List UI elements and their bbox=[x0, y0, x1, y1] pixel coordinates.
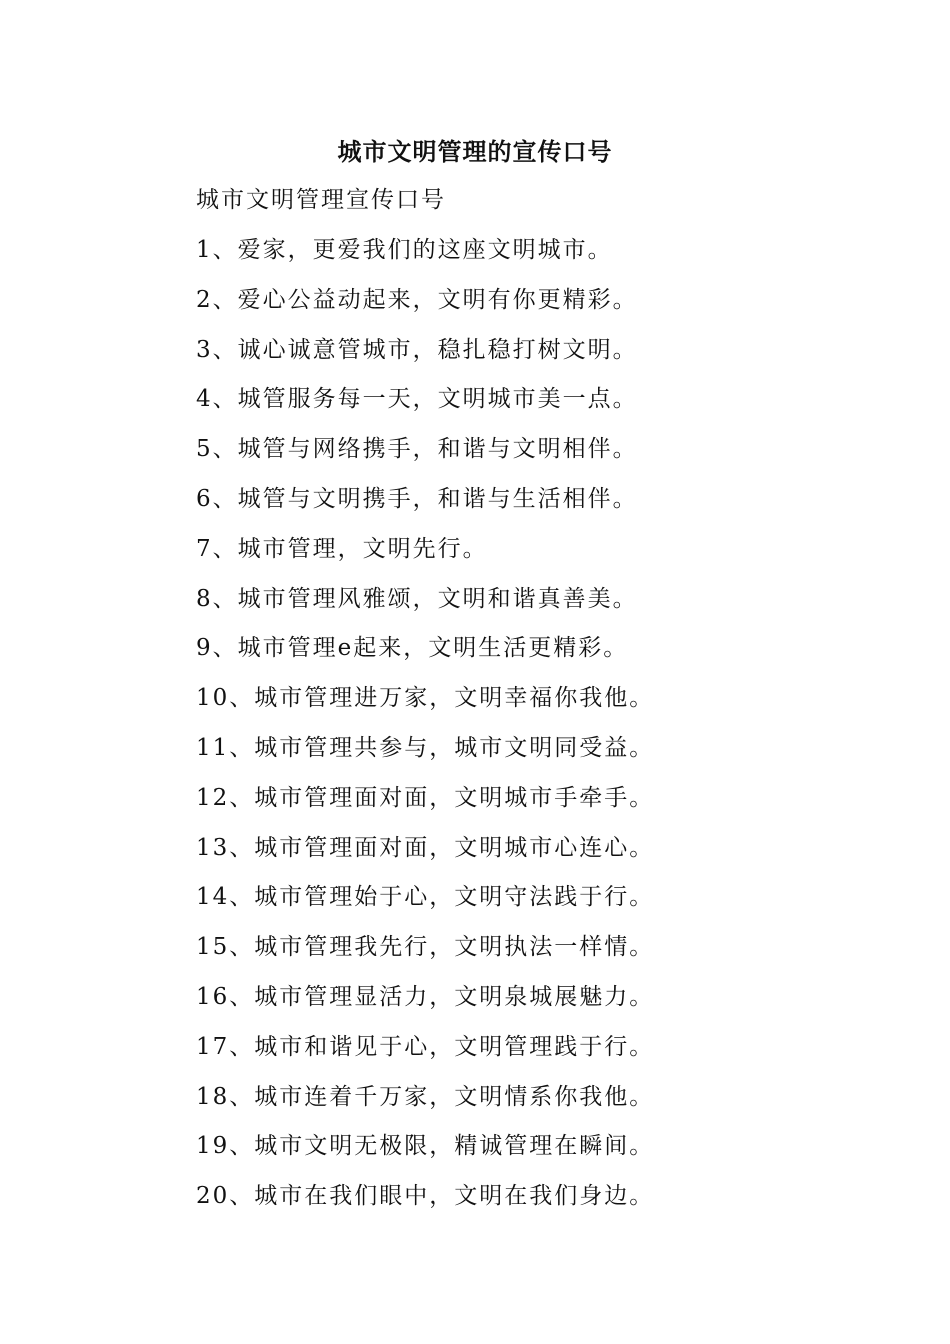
slogan-item: 19、城市文明无极限，精诚管理在瞬间。 bbox=[196, 1133, 655, 1160]
slogan-item: 16、城市管理显活力，文明泉城展魅力。 bbox=[196, 983, 655, 1010]
slogan-item: 18、城市连着千万家，文明情系你我他。 bbox=[196, 1083, 655, 1110]
slogan-item: 17、城市和谐见于心，文明管理践于行。 bbox=[196, 1033, 655, 1060]
slogan-item: 5、城管与网络携手，和谐与文明相伴。 bbox=[196, 436, 638, 463]
slogan-item: 4、城管服务每一天，文明城市美一点。 bbox=[196, 386, 638, 413]
document-title-text: 城市文明管理的宣传口号 bbox=[337, 137, 613, 166]
slogan-item: 13、城市管理面对面，文明城市心连心。 bbox=[196, 834, 655, 861]
slogan-item: 2、爱心公益动起来，文明有你更精彩。 bbox=[196, 286, 638, 313]
slogan-list bbox=[196, 230, 654, 1226]
slogan-item: 9、城市管理e起来，文明生活更精彩。 bbox=[196, 635, 629, 662]
document-subtitle: 城市文明管理宣传口号 bbox=[196, 187, 446, 213]
slogan-item: 3、诚心诚意管城市，稳扎稳打树文明。 bbox=[196, 336, 638, 363]
slogan-item: 6、城管与文明携手，和谐与生活相伴。 bbox=[196, 485, 638, 512]
slogan-item: 7、城市管理，文明先行。 bbox=[196, 535, 488, 562]
slogan-item: 15、城市管理我先行，文明执法一样情。 bbox=[196, 934, 655, 961]
document-title bbox=[0, 130, 950, 174]
slogan-item: 8、城市管理风雅颂，文明和谐真善美。 bbox=[196, 585, 638, 612]
slogan-item: 14、城市管理始于心，文明守法践于行。 bbox=[196, 884, 655, 911]
slogan-item: 11、城市管理共参与，城市文明同受益。 bbox=[196, 734, 655, 761]
slogan-item: 20、城市在我们眼中，文明在我们身边。 bbox=[196, 1183, 655, 1210]
slogan-item: 1、爱家，更爱我们的这座文明城市。 bbox=[196, 237, 613, 263]
slogan-item: 10、城市管理进万家，文明幸福你我他。 bbox=[196, 685, 655, 712]
slogan-item: 12、城市管理面对面，文明城市手牵手。 bbox=[196, 784, 655, 811]
